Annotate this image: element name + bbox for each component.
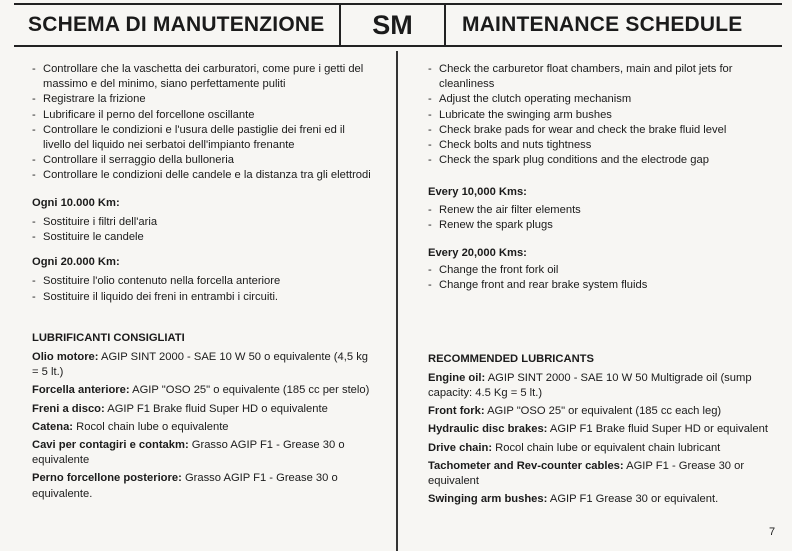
lubricant-entry xyxy=(32,402,372,417)
general-checks-list-en xyxy=(428,62,773,168)
lubricant-entry xyxy=(32,438,372,468)
list-item: - Renew the spark plugs xyxy=(428,218,773,233)
lubricant-label: Swinging arm bushes: xyxy=(428,493,548,506)
page-number: 7 xyxy=(769,526,776,538)
lubricant-entry xyxy=(32,471,372,501)
lubricant-text: Rocol chain lube o equivalente xyxy=(76,420,229,433)
list-item: - Change the front fork oil xyxy=(428,263,773,278)
lubricant-label: Cavi per contagiri e contakm: xyxy=(32,439,189,452)
lubricant-label: Drive chain: xyxy=(428,441,493,454)
interval-list-10000-it xyxy=(32,215,372,245)
lubricant-label: Front fork: xyxy=(428,405,485,418)
list-item: - Check the carburetor float chambers, main and pilot jets for cleanliness xyxy=(428,62,773,92)
lubricant-label: Perno forcellone posteriore: xyxy=(32,472,182,485)
list-item: - Check the spark plug conditions and the electrode gap xyxy=(428,153,773,168)
lubricant-text: Grasso AGIP F1 - Grease 30 o equivalente. xyxy=(32,472,338,500)
title-italian: SCHEMA DI MANUTENZIONE xyxy=(28,13,325,36)
list-item: - Controllare le condizioni delle candele e la distanza tra gli elettrodi xyxy=(32,168,372,183)
lubricant-entry xyxy=(32,383,372,398)
lubricant-label: Catena: xyxy=(32,420,74,433)
list-item: - Lubrificare il perno del forcellone oscillante xyxy=(32,108,372,123)
interval-heading-20000-en: Every 20,000 Kms: xyxy=(428,247,527,260)
lubricant-text: AGIP "OSO 25" or equivalent (185 cc each leg) xyxy=(487,405,722,418)
lubricant-entry xyxy=(428,492,773,507)
list-item: - Controllare che la vaschetta dei carburatori, come pure i getti del massimo e del minimo, siano perfettamente puliti xyxy=(32,62,372,92)
italian-column xyxy=(32,62,372,505)
lubricants-heading-it: LUBRIFICANTI CONSIGLIATI xyxy=(32,331,185,344)
lubricant-entry xyxy=(428,371,773,401)
lubricant-label: Freni a disco: xyxy=(32,402,105,415)
lubricant-text: AGIP SINT 2000 - SAE 10 W 50 Multigrade oil (sump capacity: 4.5 Kg = 5 lt.) xyxy=(428,371,752,400)
list-item: - Controllare il serraggio della bulloneria xyxy=(32,153,372,168)
lubricant-label: Engine oil: xyxy=(428,371,486,384)
lubricant-text: AGIP "OSO 25" o equivalente (185 cc per stelo) xyxy=(132,384,370,397)
lubricant-text: Grasso AGIP F1 - Grease 30 o equivalente xyxy=(32,439,345,467)
interval-heading-20000-it: Ogni 20.000 Km: xyxy=(32,256,120,269)
section-code: SM xyxy=(372,10,413,40)
lubricants-heading-en: RECOMMENDED LUBRICANTS xyxy=(428,352,594,365)
list-item: - Check bolts and nuts tightness xyxy=(428,138,773,153)
lubricant-label: Hydraulic disc brakes: xyxy=(428,423,548,436)
list-item: - Lubricate the swinging arm bushes xyxy=(428,108,773,123)
interval-list-10000-en xyxy=(428,203,773,233)
lubricant-entry xyxy=(428,441,773,456)
list-item: - Sostituire l'olio contenuto nella forcella anteriore xyxy=(32,274,372,289)
english-column xyxy=(428,62,773,510)
list-item: - Controllare le condizioni e l'usura delle pastiglie dei freni ed il livello del liquido nei serbatoi dell'impianto frenante xyxy=(32,123,372,153)
lubricant-entry xyxy=(428,422,773,437)
lubricant-text: Rocol chain lube or equivalent chain lubricant xyxy=(495,441,721,454)
lubricant-text: AGIP F1 - Grease 30 or equivalent xyxy=(428,459,745,488)
lubricant-entry xyxy=(32,420,372,435)
lubricant-text: AGIP SINT 2000 - SAE 10 W 50 o equivalente (4,5 kg = 5 lt.) xyxy=(32,351,369,379)
lubricant-text: AGIP F1 Brake fluid Super HD or equivalent xyxy=(549,423,768,436)
lubricant-text: AGIP F1 Brake fluid Super HD o equivalente xyxy=(107,402,328,415)
column-divider xyxy=(396,51,398,551)
lubricant-label: Olio motore: xyxy=(32,351,99,364)
general-checks-list-it xyxy=(32,62,372,184)
title-english: MAINTENANCE SCHEDULE xyxy=(462,13,743,36)
lubricant-text: AGIP F1 Grease 30 or equivalent. xyxy=(549,493,719,506)
list-item: - Check brake pads for wear and check the brake fluid level xyxy=(428,123,773,138)
lubricant-entry xyxy=(428,459,773,489)
lubricant-entry xyxy=(428,404,773,419)
list-item: - Adjust the clutch operating mechanism xyxy=(428,92,773,107)
list-item: - Sostituire il liquido dei freni in entrambi i circuiti. xyxy=(32,290,372,305)
list-item: - Change front and rear brake system fluids xyxy=(428,278,773,293)
page-header xyxy=(0,0,792,51)
interval-list-20000-it xyxy=(32,274,372,304)
list-item: - Sostituire le candele xyxy=(32,230,372,245)
list-item: - Sostituire i filtri dell'aria xyxy=(32,215,372,230)
lubricant-entry xyxy=(32,350,372,380)
interval-heading-10000-en: Every 10,000 Kms: xyxy=(428,186,527,199)
lubricant-label: Tachometer and Rev-counter cables: xyxy=(428,459,624,472)
list-item: - Renew the air filter elements xyxy=(428,203,773,218)
list-item: - Registrare la frizione xyxy=(32,92,372,107)
interval-heading-10000-it: Ogni 10.000 Km: xyxy=(32,196,120,209)
interval-list-20000-en xyxy=(428,263,773,293)
lubricant-label: Forcella anteriore: xyxy=(32,384,130,397)
section-code-box xyxy=(339,3,446,47)
